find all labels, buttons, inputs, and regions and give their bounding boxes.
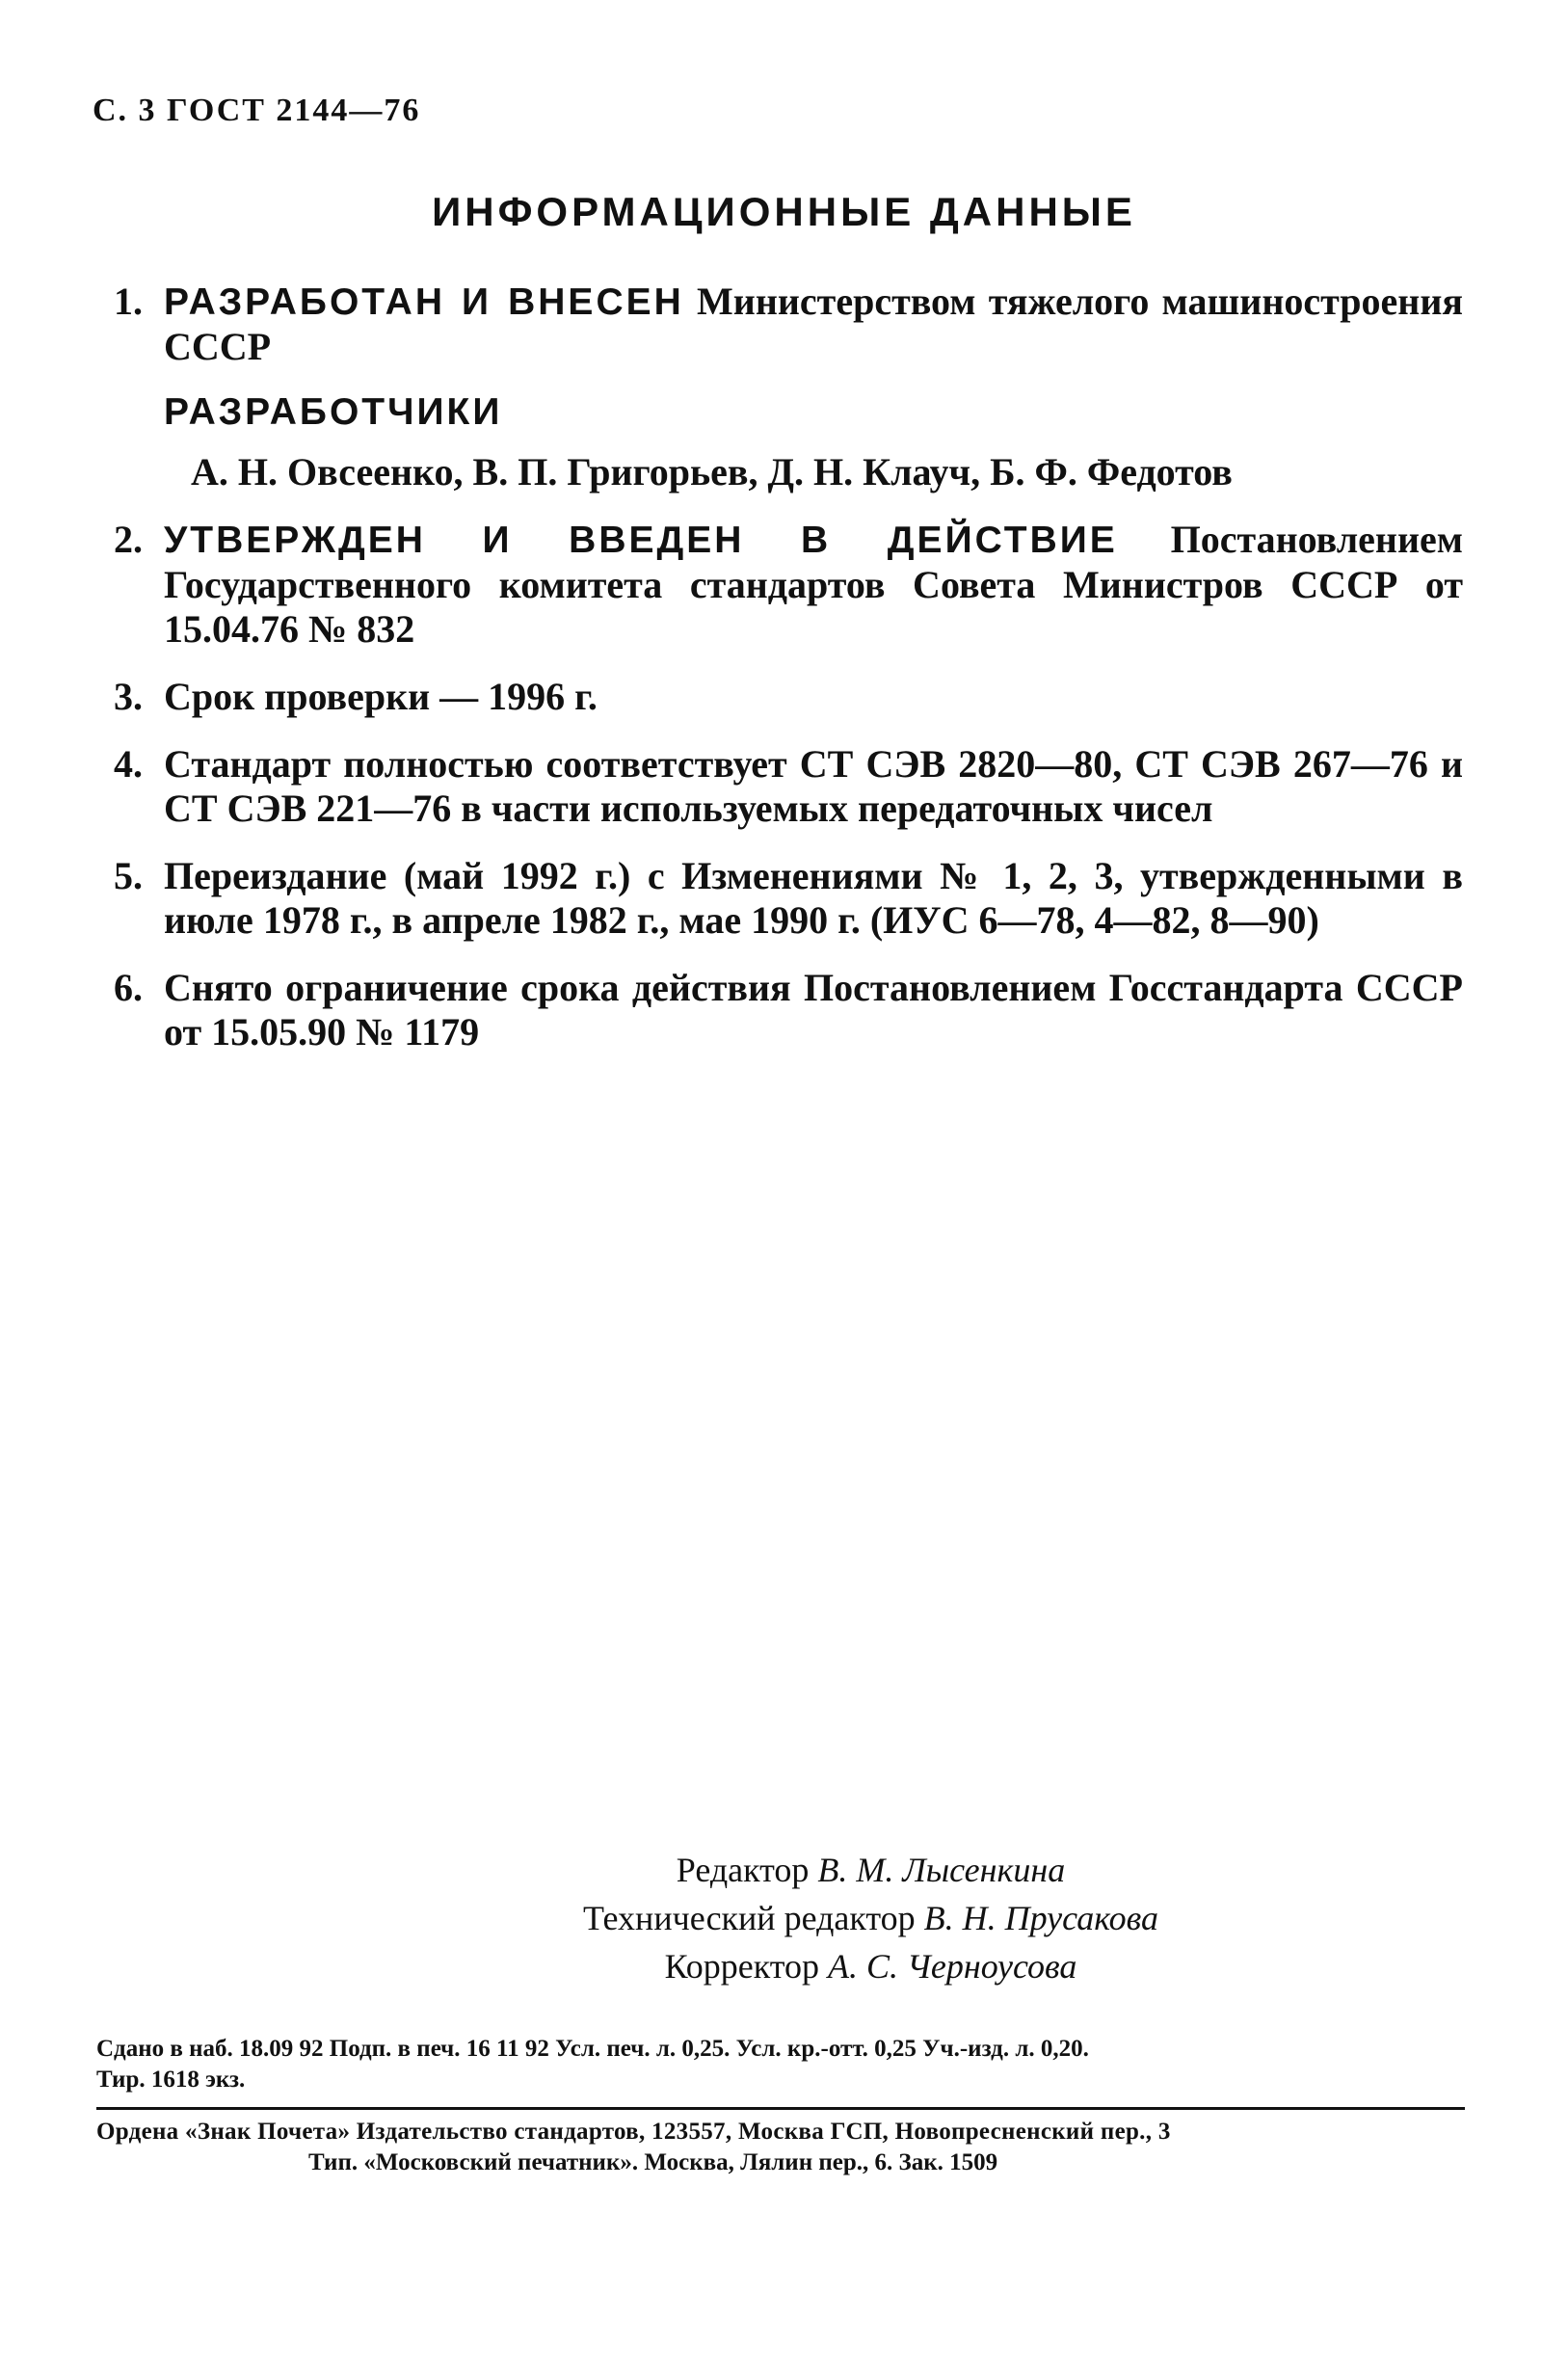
credit-proofreader xyxy=(0,1942,1568,1990)
item-text: Стандарт полностью соответствует СТ СЭВ 2820—80, СТ СЭВ 267—76 и СТ СЭВ 221—76 в части используемых передаточных чисел xyxy=(164,742,1463,830)
credit-name: А. С. Черноусова xyxy=(828,1947,1077,1986)
developers-heading: РАЗРАБОТЧИКИ xyxy=(164,391,503,433)
item-number: 2. xyxy=(114,518,143,561)
list-item-4 xyxy=(114,742,1463,831)
imprint-line: Тир. 1618 экз. xyxy=(96,2067,246,2093)
editorial-credits xyxy=(0,1846,1568,1990)
printer-line: Тип. «Московский печатник». Москва, Лялин пер., 6. Зак. 1509 xyxy=(308,2149,998,2175)
print-imprint xyxy=(96,2034,1465,2095)
credit-technical-editor xyxy=(0,1894,1568,1942)
credit-editor xyxy=(0,1846,1568,1894)
running-head: С. 3 ГОСТ 2144—76 xyxy=(93,93,421,128)
publisher-info xyxy=(96,2117,1465,2178)
developers-list: А. Н. Овсеенко, В. П. Григорьев, Д. Н. Клауч, Б. Ф. Федотов xyxy=(191,450,1233,493)
list-item-3 xyxy=(114,675,1463,719)
credit-name: В. Н. Прусакова xyxy=(923,1899,1159,1937)
item-number: 5. xyxy=(114,854,143,897)
info-list xyxy=(114,280,1463,1078)
item-number: 3. xyxy=(114,675,143,718)
item-text: Постановлением Государственного комитета стандартов Совета Министров СССР от 15.04.76 № 832 xyxy=(164,518,1463,651)
item-text: Министерством тяжелого машиностроения СССР xyxy=(164,280,1464,368)
item-number: 4. xyxy=(114,742,143,786)
item-text: Снято ограничение срока действия Постановлением Госстандарта СССР от 15.05.90 № 1179 xyxy=(164,966,1463,1054)
credit-role: Корректор xyxy=(664,1947,820,1986)
item-lead: УТВЕРЖДЕН И ВВЕДЕН В ДЕЙСТВИЕ xyxy=(164,520,1118,561)
list-item-1 xyxy=(114,280,1463,494)
item-text: Переиздание (май 1992 г.) с Изменениями № 1, 2, 3, утвержденными в июле 1978 г., в апреле 1982 г., мае 1990 г. (ИУС 6—78, 4—82, 8—90) xyxy=(164,854,1463,942)
list-item-5 xyxy=(114,854,1463,943)
item-number: 6. xyxy=(114,966,143,1009)
list-item-2 xyxy=(114,518,1463,652)
item-lead: РАЗРАБОТАН И ВНЕСЕН xyxy=(164,281,684,323)
imprint-line: Сдано в наб. 18.09 92 Подп. в печ. 16 11 92 Усл. печ. л. 0,25. Усл. кр.-отт. 0,25 Уч.-изд. л. 0,20. xyxy=(96,2036,1089,2062)
credit-name: В. М. Лысенкина xyxy=(817,1851,1066,1889)
publisher-line: Ордена «Знак Почета» Издательство стандартов, 123557, Москва ГСП, Новопресненский пер., 3 xyxy=(96,2119,1171,2145)
divider xyxy=(96,2107,1465,2110)
page-title: ИНФОРМАЦИОННЫЕ ДАННЫЕ xyxy=(432,189,1136,234)
list-item-6 xyxy=(114,966,1463,1054)
item-text: Срок проверки — 1996 г. xyxy=(164,675,598,718)
item-number: 1. xyxy=(114,280,143,323)
credit-role: Редактор xyxy=(676,1851,810,1889)
credit-role: Технический редактор xyxy=(582,1899,916,1937)
